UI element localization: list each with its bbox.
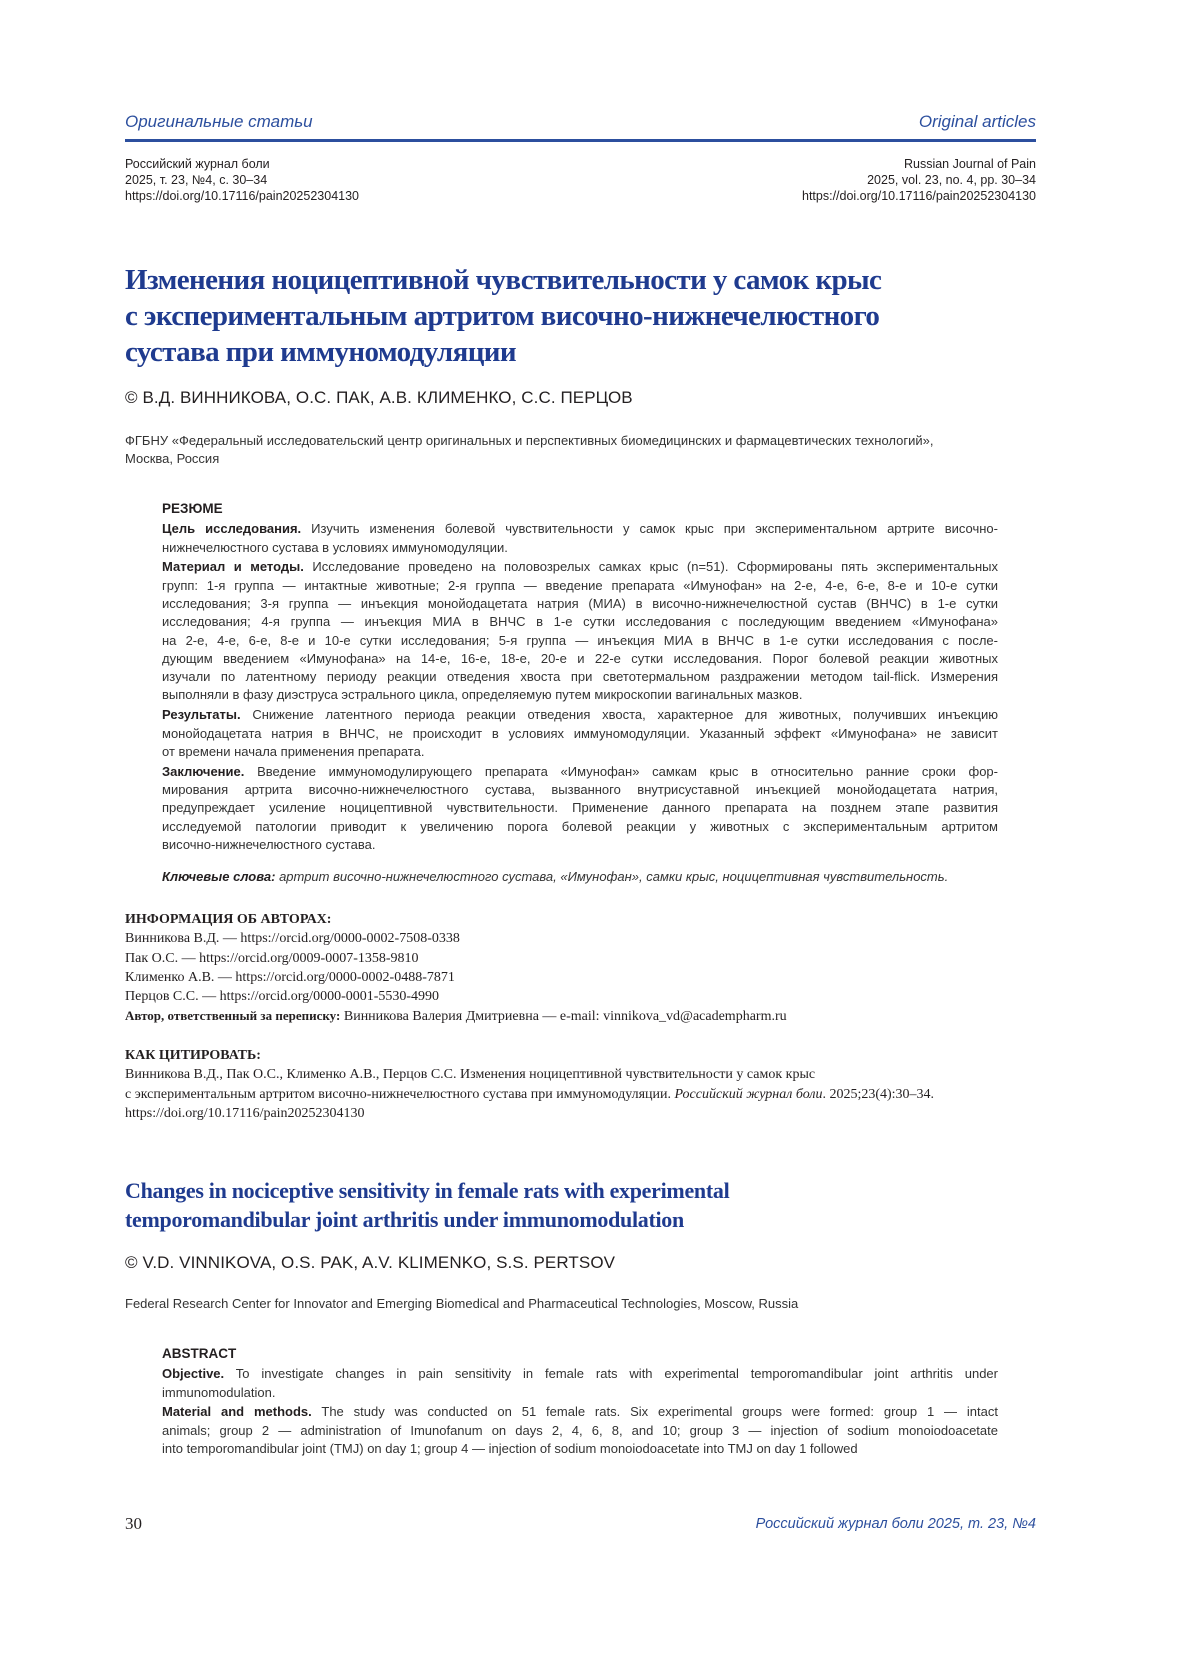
- authors-en: © V.D. VINNIKOVA, O.S. PAK, A.V. KLIMENKO, S.S. PERTSOV: [125, 1253, 616, 1272]
- keywords-label: Ключевые слова:: [162, 869, 276, 885]
- section-text: исследования; 3-я группа — инъекция монойодацетата натрия (МИА) в височно-нижнечелюстной сустав (ВНЧС) в 1-е сутки: [162, 595, 998, 611]
- author-info: [125, 910, 787, 1027]
- section-text: animals; group 2 — administration of Imunofanum on days 2, 4, 6, 8, and 10; group 3 — injection of sodium monoiodoacetate: [162, 1422, 998, 1438]
- abstract-line: [162, 1384, 998, 1402]
- author-orcid: Винникова В.Д. — https://orcid.org/0000-0002-7508-0338: [125, 931, 460, 947]
- abstract-heading: РЕЗЮМЕ: [162, 501, 223, 516]
- section-text: To investigate changes in pain sensitivity in female rats with experimental temporomandibular joint arthritis under: [235, 1366, 998, 1382]
- citation-text: . 2025;23(4):30–34.: [822, 1086, 935, 1102]
- section-text: into temporomandibular joint (TMJ) on day 1; group 4 — injection of sodium monoiodoacetate into TMJ on day 1 followed: [162, 1440, 858, 1456]
- section-text: дующим введением «Имунофана» на 14-е, 16-е, 18-е, 20-е и 22-е сутки исследования. Порог болевой реакции животных: [162, 650, 998, 666]
- citation-line: Винникова В.Д., Пак О.С., Клименко А.В., Перцов С.С. Изменения ноцицептивной чувствительности у самок крыс: [125, 1067, 816, 1083]
- section-label-ru: Оригинальные статьи: [125, 112, 313, 131]
- author-orcid: Перцов С.С. — https://orcid.org/0000-0001-5530-4990: [125, 989, 440, 1005]
- section-label-en: Original articles: [918, 112, 1036, 131]
- section-label: Material and methods.: [162, 1404, 312, 1420]
- journal-issue: 2025, vol. 23, no. 4, pp. 30–34: [867, 173, 1036, 187]
- section-text: исследуемой патологии приводит к увеличению порога болевой реакции у животных с экспериментальным артритом: [162, 818, 998, 834]
- abstract-line: [162, 539, 998, 557]
- abstract-section: [162, 763, 998, 854]
- abstract-line: [162, 650, 998, 668]
- section-text: immunomodulation.: [162, 1384, 276, 1400]
- section-text: The study was conducted on 51 female rats. Six experimental groups were formed: group 1 — intact: [321, 1404, 998, 1420]
- affiliation-ru: [125, 432, 933, 468]
- corresponding-label: Автор, ответственный за переписку:: [125, 1008, 341, 1024]
- section-text: изучали по латентному периоду реакции отведения хвоста при светотермальном раздражении методом tail-flick. Измерения: [162, 669, 998, 685]
- abstract-section: [162, 558, 998, 704]
- abstract-line: [162, 520, 998, 538]
- abstract-ru: [162, 500, 998, 886]
- section-text: Введение иммуномодулирующего препарата «Имунофан» самкам крыс в относительно ранние сроки фор-: [257, 763, 998, 779]
- abstract-line: [162, 595, 998, 613]
- abstract-line: [162, 1403, 998, 1421]
- citation: [125, 1046, 934, 1123]
- abstract-line: [162, 818, 998, 836]
- abstract-line: [162, 558, 998, 576]
- abstract-line: [162, 799, 998, 817]
- abstract-line: [162, 577, 998, 595]
- author-orcid: Клименко А.В. — https://orcid.org/0000-0002-0488-7871: [125, 969, 455, 985]
- page-number: 30: [125, 1514, 142, 1533]
- section-text: нижнечелюстного сустава в условиях иммуномодуляции.: [162, 539, 508, 555]
- footer-journal: Российский журнал боли 2025, т. 23, №4: [755, 1516, 1036, 1532]
- section-text: Снижение латентного периода реакции отведения хвоста, характерное для животных, получивших инъекцию: [252, 707, 998, 723]
- title-line: temporomandibular joint arthritis under immunomodulation: [125, 1207, 684, 1232]
- section-text: выполняли в фазу диэструса эстрального цикла, определяемую путем микроскопии вагинальных мазков.: [162, 687, 803, 703]
- doi-link[interactable]: https://doi.org/10.17116/pain20252304130: [802, 189, 1036, 203]
- abstract-en: [162, 1345, 998, 1460]
- abstract-line: [162, 686, 998, 704]
- title-line: с экспериментальным артритом височно-нижнечелюстного: [125, 300, 880, 332]
- author-orcid: Пак О.С. — https://orcid.org/0009-0007-1358-9810: [125, 950, 419, 966]
- abstract-line: [162, 1422, 998, 1440]
- section-text: предупреждает усиление ноцицептивной чувствительности. Применение данного препарата на позднем этапе развития: [162, 800, 998, 816]
- section-text: исследования; 4-я группа — инъекция МИА в ВНЧС в 1-е сутки исследования с последующим введением «Имунофана»: [162, 614, 998, 630]
- authors-ru: © В.Д. ВИННИКОВА, О.С. ПАК, А.В. КЛИМЕНКО, С.С. ПЕРЦОВ: [125, 388, 633, 407]
- affiliation-line: Москва, Россия: [125, 451, 220, 466]
- journal-name: Российский журнал боли: [125, 157, 270, 171]
- section-text: монойодацетата натрия в ВНЧС, не происходит в условиях иммуномодуляции. Указанный эффект «Имунофана» не зависит: [162, 725, 998, 741]
- header-rule: [125, 139, 1036, 142]
- abstract-line: [162, 706, 998, 724]
- abstract-line: [162, 763, 998, 781]
- citation-text: с экспериментальным артритом височно-нижнечелюстного сустава при иммуномодуляции.: [125, 1086, 671, 1102]
- section-text: Изучить изменения болевой чувствительности у самок крыс при экспериментальном артрите височно-: [311, 521, 998, 537]
- article-title-ru: [125, 262, 881, 370]
- citation-line: [125, 1085, 934, 1104]
- abstract-section: [162, 1403, 998, 1458]
- journal-info-ru: [125, 156, 359, 204]
- article-title-en: [125, 1176, 729, 1234]
- doi-link[interactable]: https://doi.org/10.17116/pain20252304130: [125, 189, 359, 203]
- corresponding-author: [125, 1006, 787, 1026]
- section-label: Результаты.: [162, 707, 241, 723]
- journal-name: Russian Journal of Pain: [903, 157, 1036, 171]
- section-label: Материал и методы.: [162, 559, 304, 575]
- section-label: Цель исследования.: [162, 521, 302, 537]
- abstract-section: [162, 520, 998, 557]
- running-header: [125, 112, 1036, 136]
- abstract-line: [162, 781, 998, 799]
- section-label: Заключение.: [162, 763, 245, 779]
- section-text: Исследование проведено на половозрелых самках крыс (n=51). Сформированы пять экспериментальных: [312, 559, 998, 575]
- citation-doi[interactable]: https://doi.org/10.17116/pain20252304130: [125, 1105, 365, 1121]
- title-line: сустава при иммуномодуляции: [125, 336, 517, 368]
- abstract-line: [162, 1365, 998, 1383]
- abstract-line: [162, 613, 998, 631]
- keywords: [162, 868, 998, 886]
- abstract-line: [162, 836, 998, 854]
- journal-info-en: [802, 156, 1036, 204]
- affiliation-line: ФГБНУ «Федеральный исследовательский центр оригинальных и перспективных биомедицинских и фармацевтических технологий»,: [125, 433, 934, 448]
- abstract-line: [162, 725, 998, 743]
- author-info-heading: ИНФОРМАЦИЯ ОБ АВТОРАХ:: [125, 912, 332, 927]
- section-text: на 2-е, 4-е, 6-е, 8-е и 10-е сутки исследования; 5-я группа — инъекция МИА в ВНЧС в 1-е сутки исследования с после-: [162, 632, 998, 648]
- section-text: групп: 1-я группа — интактные животные; 2-я группа — введение препарата «Имунофан» на 2-е, 4-е, 6-е, 8-е и 10-е сутки: [162, 577, 998, 593]
- corresponding-text: Винникова Валерия Дмитриевна — e-mail: vinnikova_vd@academpharm.ru: [343, 1009, 787, 1025]
- abstract-line: [162, 743, 998, 761]
- abstract-section: [162, 706, 998, 761]
- citation-heading: КАК ЦИТИРОВАТЬ:: [125, 1048, 261, 1063]
- abstract-line: [162, 632, 998, 650]
- title-line: Changes in nociceptive sensitivity in female rats with experimental: [125, 1178, 730, 1203]
- section-text: мирования артрита височно-нижнечелюстного сустава, вызванного внутрисуставной инъекцией монойодацетата натрия,: [162, 781, 998, 797]
- citation-journal: Российский журнал боли: [674, 1086, 823, 1102]
- abstract-line: [162, 668, 998, 686]
- affiliation-en: Federal Research Center for Innovator and Emerging Biomedical and Pharmaceutical Technologies, Moscow, Russia: [125, 1296, 799, 1311]
- abstract-line: [162, 1440, 998, 1458]
- section-text: от времени начала применения препарата.: [162, 743, 425, 759]
- journal-issue: 2025, т. 23, №4, с. 30–34: [125, 173, 268, 187]
- title-line: Изменения ноцицептивной чувствительности у самок крыс: [125, 264, 882, 296]
- abstract-heading: ABSTRACT: [162, 1346, 237, 1361]
- section-label: Objective.: [162, 1366, 225, 1382]
- section-text: височно-нижнечелюстного сустава.: [162, 836, 376, 852]
- abstract-section: [162, 1365, 998, 1402]
- keywords-text: артрит височно-нижнечелюстного сустава, «Имунофан», самки крыс, ноцицептивная чувствительность.: [279, 869, 949, 885]
